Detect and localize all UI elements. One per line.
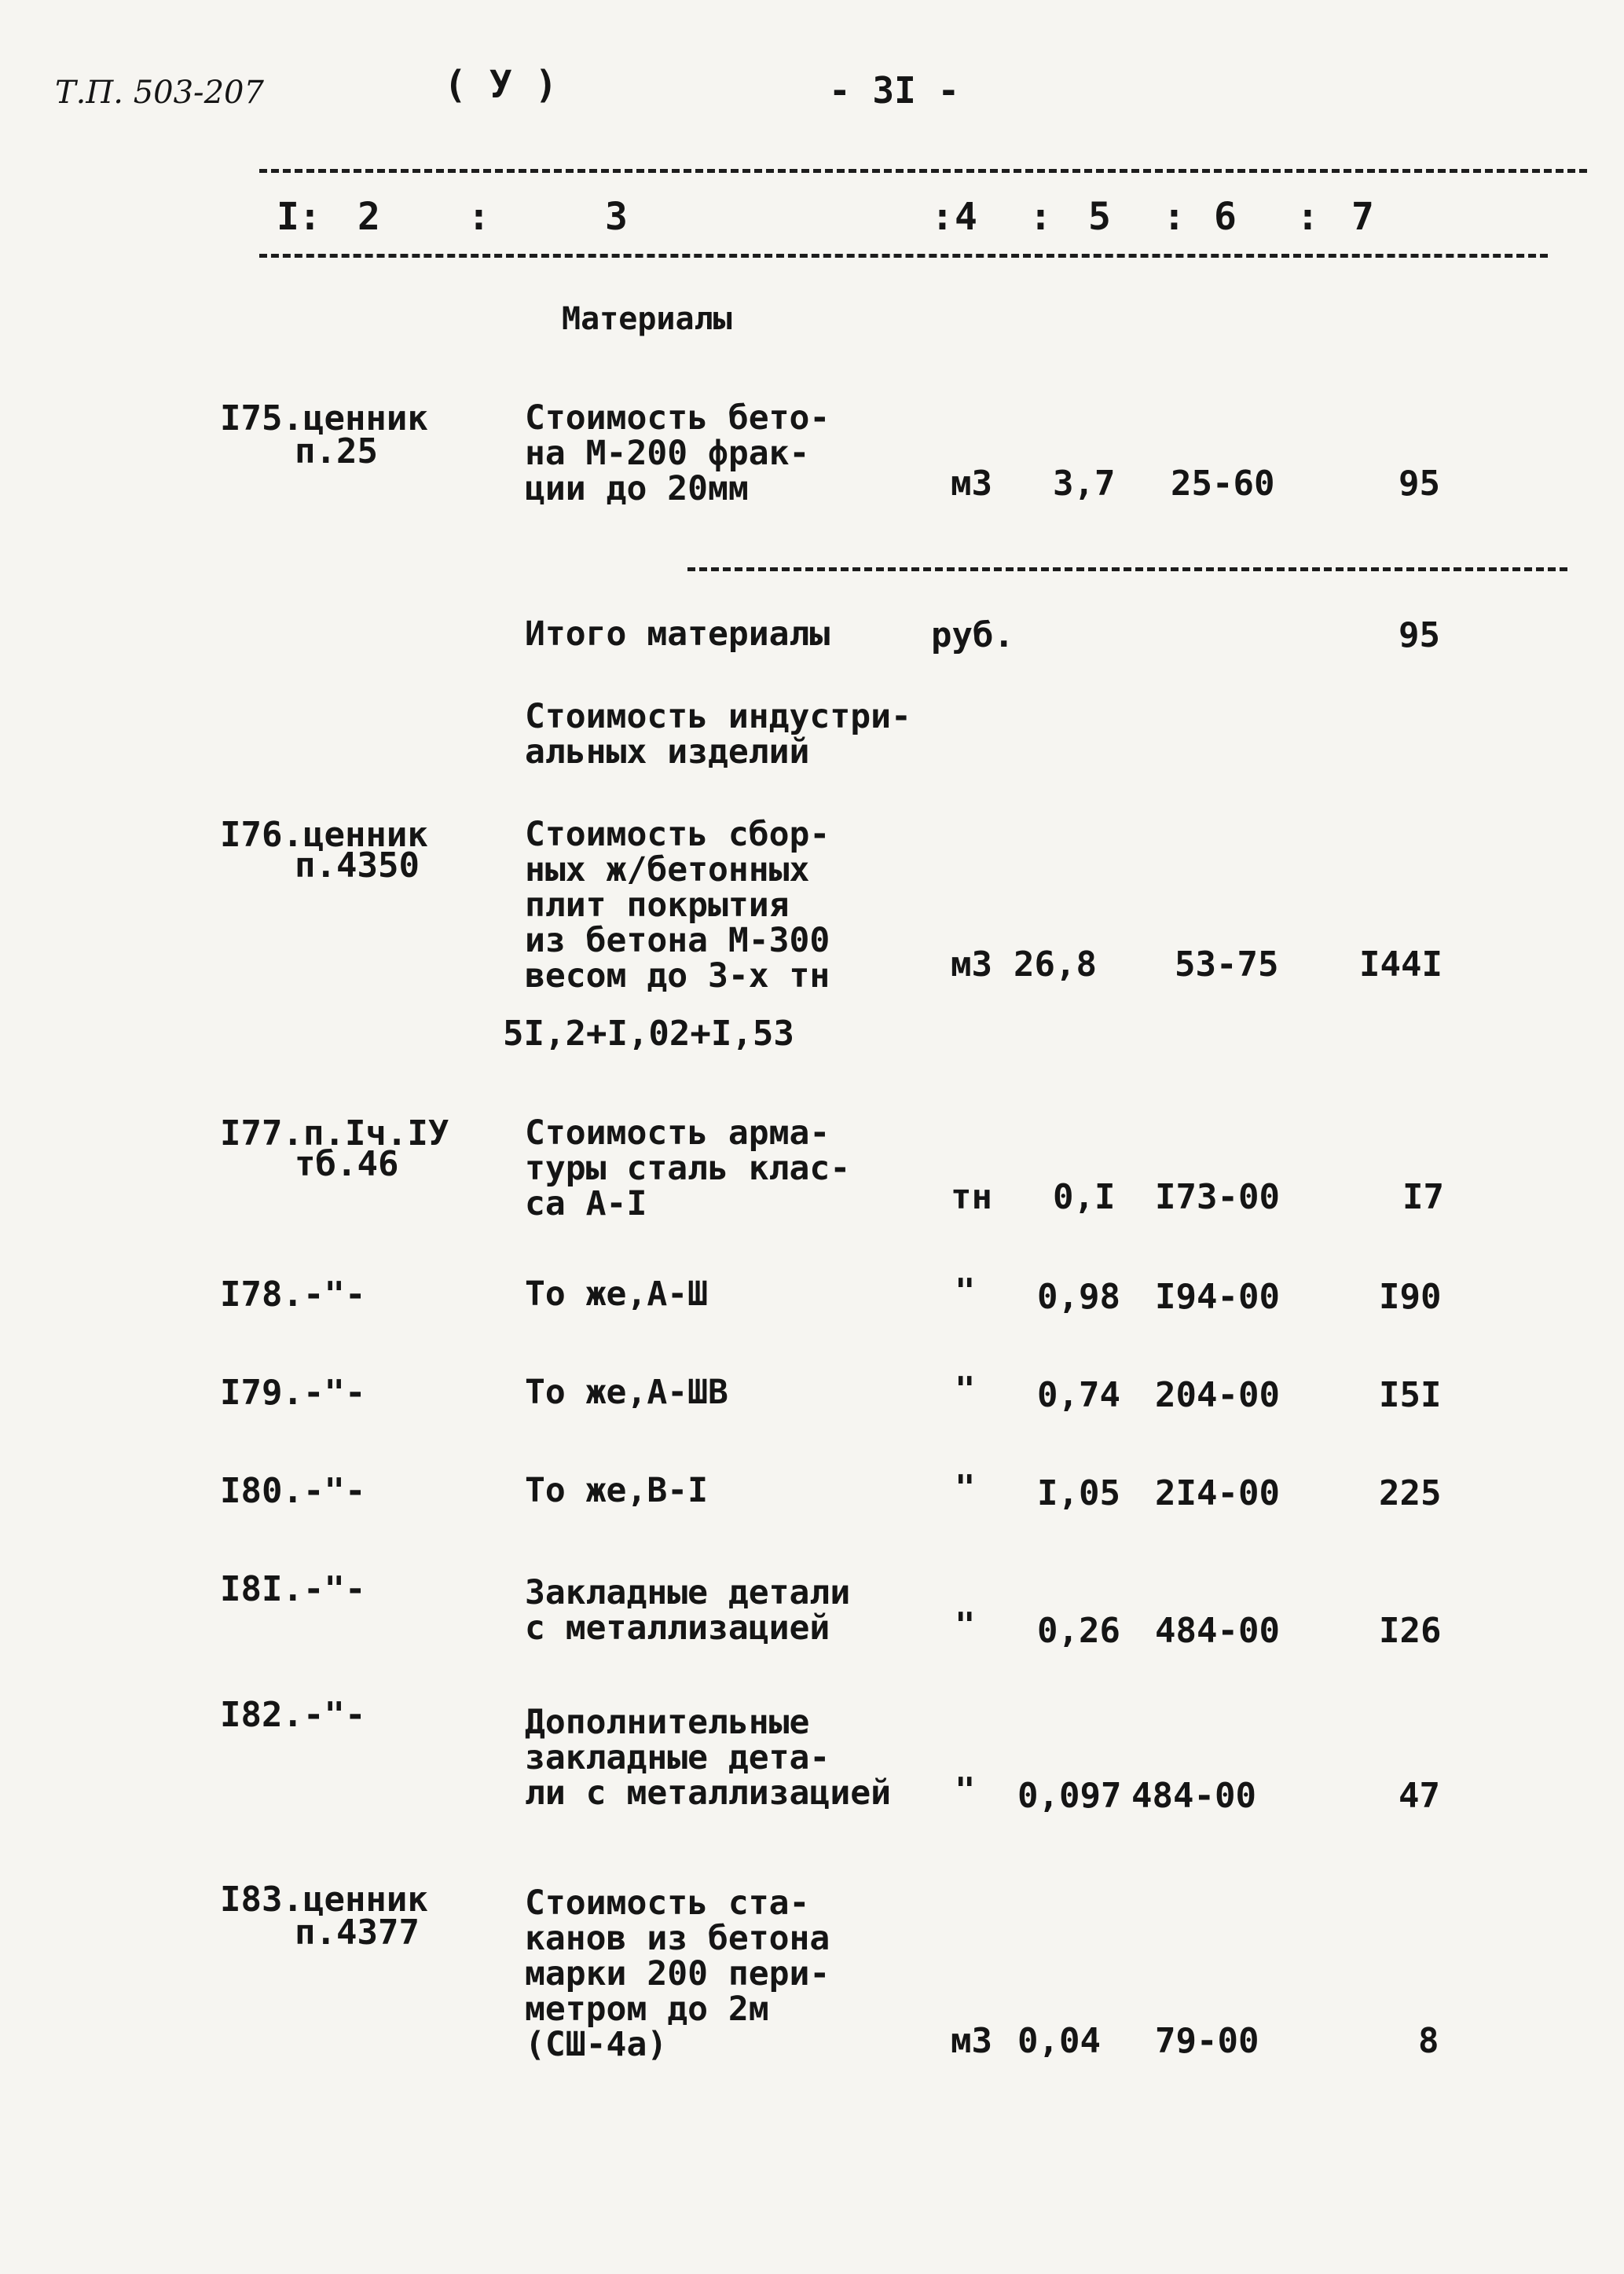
col-3: 3 <box>605 195 628 239</box>
row-178-qty: 0,98 <box>1037 1277 1120 1317</box>
row-179-unit: " <box>955 1370 976 1410</box>
row-176-total: I44I <box>1359 944 1443 985</box>
row-181-num: I8I.-"- <box>220 1569 366 1609</box>
row-177-desc: Стоимость арма- туры сталь клас- са А-I <box>525 1113 851 1223</box>
sheet-label: ( У ) <box>444 63 558 107</box>
row-181-price: 484-00 <box>1155 1611 1280 1651</box>
row-175-unit: м3 <box>951 464 992 504</box>
row-176-unit: м3 <box>951 944 992 985</box>
row-183-desc: Стоимость ста- канов из бетона марки 200 пери- метром до 2м (СШ-4а) <box>525 1883 830 2064</box>
row-176-desc: Стоимость сбор- ных ж/бетонных плит покрытия из бетона М-300 весом до 3-х тн <box>525 815 830 996</box>
row-178-desc: То же,А-Ш <box>525 1275 708 1314</box>
row-182-qty: 0,097 <box>1017 1776 1122 1816</box>
row-180-total: 225 <box>1379 1473 1442 1513</box>
col-6: 6 <box>1214 195 1237 239</box>
header-bottom-rule <box>259 254 1548 258</box>
row-179-num: I79.-"- <box>220 1373 366 1413</box>
subtotal-rule <box>687 567 1567 571</box>
row-176-num: I76.ценник <box>220 815 428 855</box>
row-175-price: 25-60 <box>1171 464 1275 504</box>
industrial-heading: Стоимость индустри- альных изделий <box>525 697 911 772</box>
row-177-price: I73-00 <box>1155 1177 1280 1217</box>
row-177-ref: тб.46 <box>295 1144 399 1184</box>
document-code: Т.П. 503-207 <box>55 75 264 111</box>
row-180-num: I80.-"- <box>220 1471 366 1511</box>
row-178-total: I90 <box>1379 1277 1442 1317</box>
col-sep: : <box>1296 195 1319 239</box>
row-175-qty: 3,7 <box>1053 464 1116 504</box>
row-175-ref: п.25 <box>295 431 378 471</box>
row-182-total: 47 <box>1399 1776 1440 1816</box>
row-181-qty: 0,26 <box>1037 1611 1120 1651</box>
col-5: 5 <box>1088 195 1111 239</box>
row-178-price: I94-00 <box>1155 1277 1280 1317</box>
row-183-num: I83.ценник <box>220 1880 428 1920</box>
total-materials-total: 95 <box>1399 615 1440 655</box>
row-178-num: I78.-"- <box>220 1275 366 1315</box>
col-sep: : <box>299 195 321 239</box>
row-180-price: 2I4-00 <box>1155 1473 1280 1513</box>
row-179-desc: То же,А-ШВ <box>525 1373 728 1412</box>
row-175-total: 95 <box>1399 464 1440 504</box>
row-180-qty: I,05 <box>1037 1473 1120 1513</box>
row-181-desc: Закладные детали с металлизацией <box>525 1573 851 1648</box>
section-title: Материалы <box>562 301 732 337</box>
row-183-ref: п.4377 <box>295 1913 420 1953</box>
col-2: 2 <box>357 195 380 239</box>
row-181-total: I26 <box>1379 1611 1442 1651</box>
row-175-desc: Стоимость бето- на М-200 фрак- ции до 20мм <box>525 398 830 508</box>
col-7: 7 <box>1351 195 1374 239</box>
row-182-num: I82.-"- <box>220 1695 366 1735</box>
row-177-qty: 0,I <box>1053 1177 1116 1217</box>
col-sep: : <box>931 195 954 239</box>
row-182-desc: Дополнительные закладные дета- ли с металлизацией <box>525 1703 891 1813</box>
row-181-unit: " <box>955 1605 976 1645</box>
page-number: - 3I - <box>829 69 960 112</box>
row-179-qty: 0,74 <box>1037 1375 1120 1415</box>
col-1: I <box>277 195 299 239</box>
row-180-desc: То же,В-I <box>525 1471 708 1510</box>
row-176-calc: 5I,2+I,02+I,53 <box>503 1014 794 1054</box>
col-sep: : <box>1029 195 1052 239</box>
row-182-price: 484-00 <box>1131 1776 1256 1816</box>
row-182-unit: " <box>955 1770 976 1810</box>
row-179-price: 204-00 <box>1155 1375 1280 1415</box>
header-top-rule <box>259 169 1587 173</box>
row-179-total: I5I <box>1379 1375 1442 1415</box>
row-175-num: I75.ценник <box>220 398 428 438</box>
row-176-ref: п.4350 <box>295 845 420 886</box>
row-183-total: 8 <box>1418 2021 1439 2061</box>
row-176-qty: 26,8 <box>1014 944 1097 985</box>
row-183-qty: 0,04 <box>1017 2021 1101 2061</box>
total-materials-label: Итого материалы <box>525 614 830 654</box>
row-183-price: 79-00 <box>1155 2021 1259 2061</box>
row-177-unit: тн <box>951 1177 992 1217</box>
col-sep: : <box>467 195 490 239</box>
total-materials-unit: руб. <box>931 615 1014 655</box>
row-177-total: I7 <box>1402 1177 1444 1217</box>
col-4: 4 <box>955 195 977 239</box>
row-176-price: 53-75 <box>1175 944 1279 985</box>
row-177-num: I77.п.Iч.IУ <box>220 1113 449 1154</box>
row-183-unit: м3 <box>951 2021 992 2061</box>
row-180-unit: " <box>955 1468 976 1508</box>
col-sep: : <box>1163 195 1186 239</box>
row-178-unit: " <box>955 1271 976 1311</box>
